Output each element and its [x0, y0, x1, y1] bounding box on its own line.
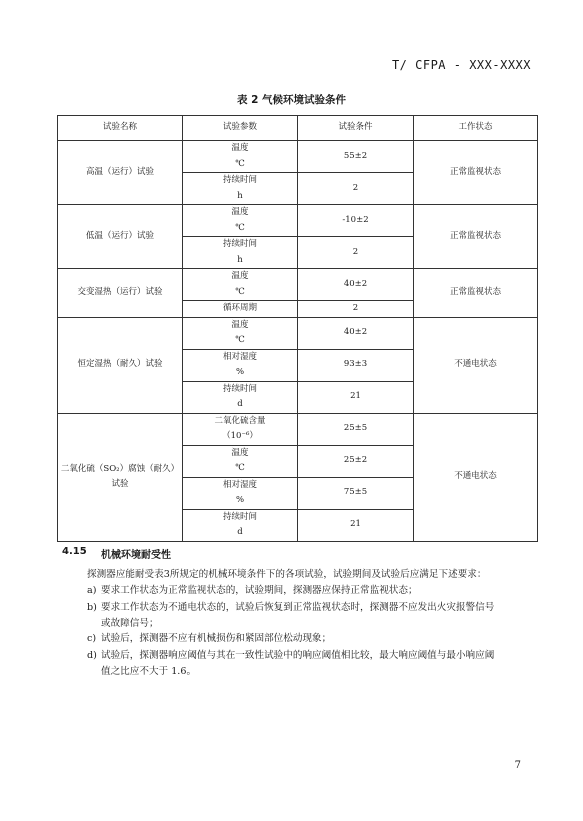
table-row — [58, 205, 538, 237]
list-item-text: 试验后，探测器响应阈值与其在一致性试验中的响应阈值相比较，最大响应阈值与最小响应阈 值之比应不大于 1.6。 — [101, 650, 495, 677]
test-name-cell: 二氧化硫（SO₂）腐蚀（耐久） 试验 — [58, 413, 183, 541]
list-item-text: 试验后，探测器不应有机械损伤和紧固部位松动现象； — [101, 633, 332, 644]
state-cell: 正常监视状态 — [414, 141, 538, 205]
list-item-marker: d) — [87, 650, 97, 661]
param-cell: 二氧化硫含量 （10⁻⁶） — [183, 413, 298, 445]
document-code: T/ CFPA - XXX-XXXX — [391, 58, 531, 72]
col-header-condition: 试验条件 — [298, 116, 414, 141]
condition-cell: 21 — [298, 381, 414, 413]
section-title: 机械环境耐受性 — [101, 550, 171, 561]
col-header-state: 工作状态 — [414, 116, 538, 141]
test-name-cell: 恒定湿热（耐久）试验 — [58, 317, 183, 413]
table-header-row — [58, 116, 538, 141]
condition-cell: -10±2 — [298, 205, 414, 237]
param-cell: 相对湿度 % — [183, 349, 298, 381]
section-intro: 探测器应能耐受表3所规定的机械环境条件下的各项试验，试验期间及试验后应满足下述要求： — [87, 569, 487, 580]
param-cell: 持续时间 h — [183, 237, 298, 269]
condition-cell: 40±2 — [298, 317, 414, 349]
param-cell: 温度 ℃ — [183, 269, 298, 301]
condition-cell: 25±5 — [298, 413, 414, 445]
list-item-text: 要求工作状态为正常监视状态的，试验期间，探测器应保持正常监视状态； — [101, 585, 418, 596]
condition-cell: 40±2 — [298, 269, 414, 301]
state-cell: 正常监视状态 — [414, 269, 538, 318]
section-number: 4.15 — [62, 546, 87, 557]
condition-cell: 25±2 — [298, 445, 414, 477]
condition-cell: 2 — [298, 237, 414, 269]
param-cell: 温度 ℃ — [183, 205, 298, 237]
climate-test-table — [57, 115, 538, 542]
param-cell: 温度 ℃ — [183, 141, 298, 173]
param-cell: 温度 ℃ — [183, 445, 298, 477]
list-item-text: 要求工作状态为不通电状态的，试验后恢复到正常监视状态时，探测器不应发出火灾报警信号 或故障信号； — [101, 602, 495, 629]
list-item-marker: b) — [87, 602, 97, 613]
param-cell: 持续时间 d — [183, 509, 298, 541]
param-cell: 持续时间 h — [183, 173, 298, 205]
col-header-name: 试验名称 — [58, 116, 183, 141]
condition-cell: 2 — [298, 301, 414, 318]
param-cell: 持续时间 d — [183, 381, 298, 413]
condition-cell: 55±2 — [298, 141, 414, 173]
list-item-marker: a) — [87, 585, 97, 596]
param-cell: 循环周期 — [183, 301, 298, 318]
test-name-cell: 高温（运行）试验 — [58, 141, 183, 205]
state-cell: 不通电状态 — [414, 413, 538, 541]
table-row — [58, 269, 538, 301]
table-caption: 表 2 气候环境试验条件 — [236, 94, 347, 106]
param-cell: 相对湿度 % — [183, 477, 298, 509]
test-name-cell: 低温（运行）试验 — [58, 205, 183, 269]
col-header-param: 试验参数 — [183, 116, 298, 141]
page-number: 7 — [514, 760, 521, 771]
test-name-cell: 交变湿热（运行）试验 — [58, 269, 183, 318]
table-row — [58, 141, 538, 173]
table-row — [58, 317, 538, 349]
table-row — [58, 413, 538, 445]
condition-cell: 75±5 — [298, 477, 414, 509]
condition-cell: 2 — [298, 173, 414, 205]
condition-cell: 21 — [298, 509, 414, 541]
condition-cell: 93±3 — [298, 349, 414, 381]
state-cell: 正常监视状态 — [414, 205, 538, 269]
list-item-marker: c) — [87, 633, 97, 644]
param-cell: 温度 ℃ — [183, 317, 298, 349]
state-cell: 不通电状态 — [414, 317, 538, 413]
